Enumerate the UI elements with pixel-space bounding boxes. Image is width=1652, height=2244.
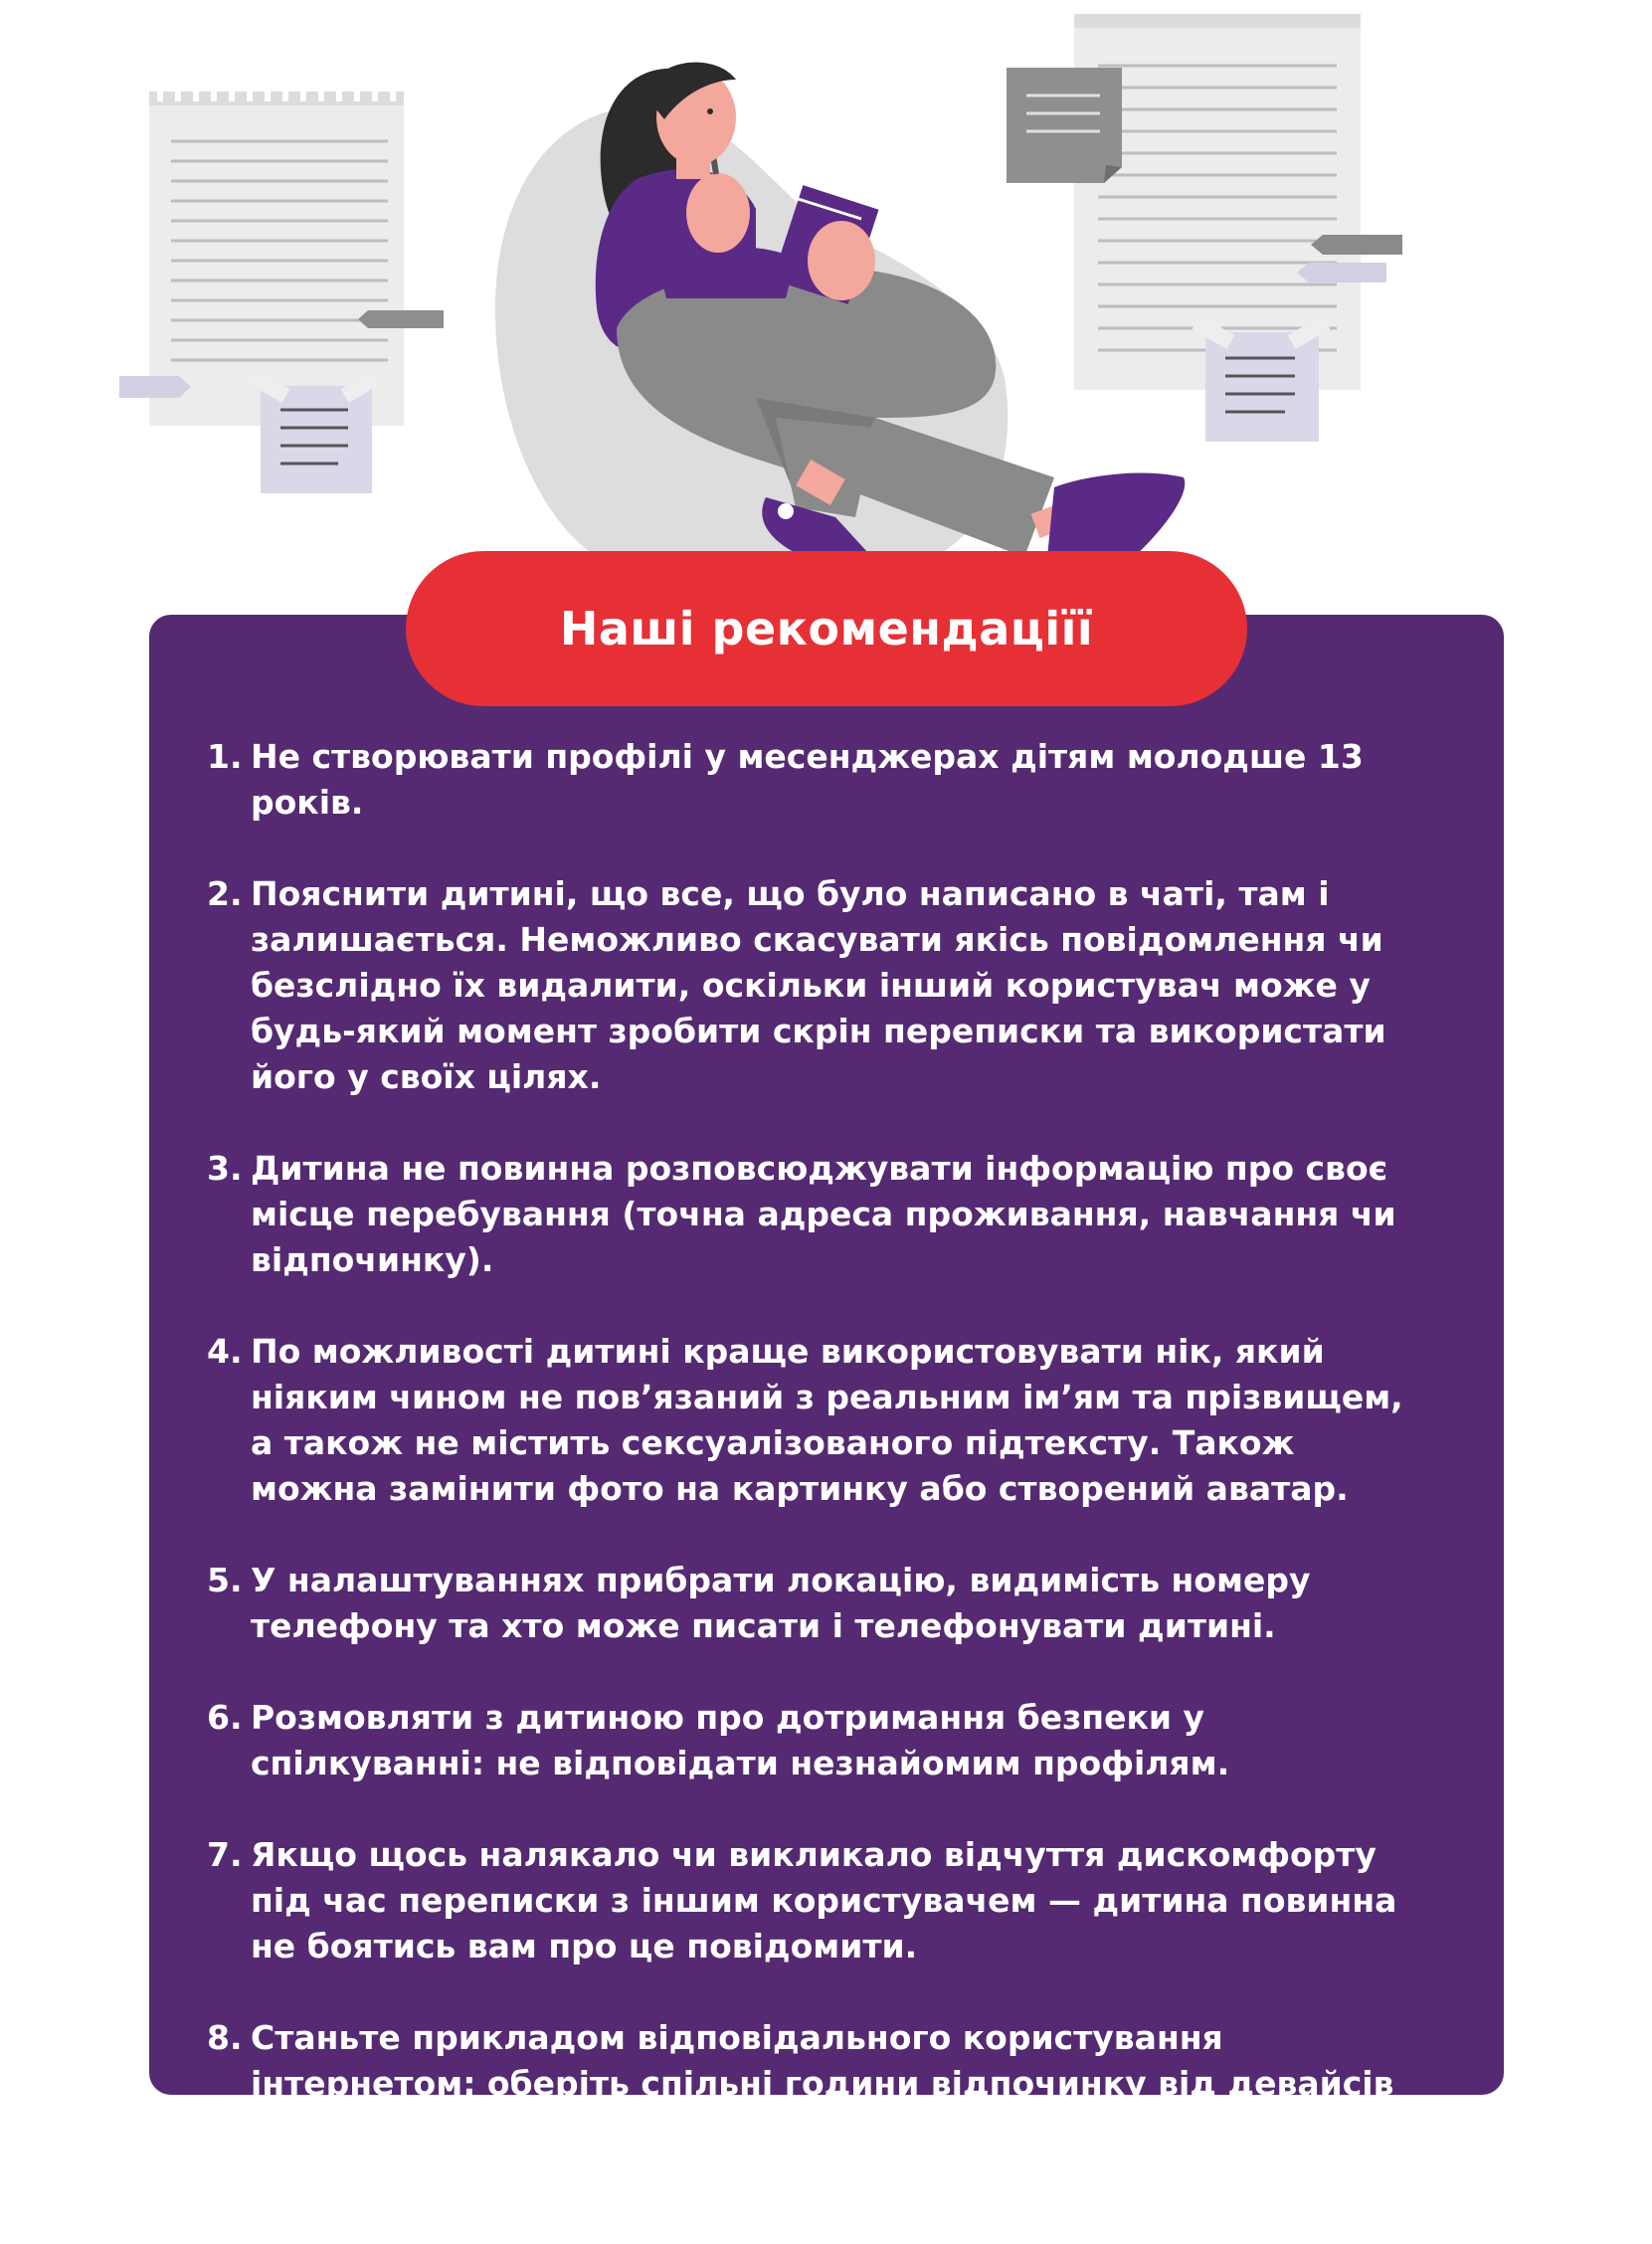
list-item-number: 6. (207, 1698, 243, 1737)
list-item-number: 5. (207, 1561, 243, 1599)
list-item-text: Дитина не повинна розповсюджувати інформацію про своє місце перебування (точна адреса проживання, навчання чи відпочинку). (251, 1149, 1396, 1279)
list-item-text: Якщо щось налякало чи викликало відчуття дискомфорту під час переписки з іншим користувачем — дитина повинна не боятись вам про це повідомити. (251, 1835, 1397, 1965)
list-item-number: 7. (207, 1835, 243, 1874)
list-item-text: Розмовляти з дитиною про дотримання безпеки у спілкуванні: не відповідати незнайомим профілям. (251, 1698, 1230, 1782)
list-item (199, 1558, 1422, 1649)
left-document-illustration (119, 92, 444, 493)
list-item (199, 1146, 1422, 1283)
list-item-text: Станьте прикладом відповідального користування інтернетом: оберіть спільні години відпочинку від девайсів та онлайн-середовища вдома, зробіть традицію приймання їжі без гаджетів. (251, 2018, 1398, 2194)
list-item-text: У налаштуваннях прибрати локацію, видимість номеру телефону та хто може писати і телефонувати дитині. (251, 1561, 1311, 1645)
list-item-number: 1. (207, 737, 243, 776)
list-item-text: По можливості дитині краще використовувати нік, який ніяким чином не пов’язаний з реальним ім’ям та прізвищем, а також не містить сексуалізованого підтексту. Також можна замінити фото на картинку або створений аватар. (251, 1332, 1403, 1508)
right-document-illustration (1007, 14, 1402, 442)
list-item-number: 3. (207, 1149, 243, 1188)
list-item (199, 1329, 1422, 1512)
list-item-text: Пояснити дитині, що все, що було написано в чаті, там і залишається. Неможливо скасувати якісь повідомлення чи безслідно їх видалити, оскільки інший користувач може у будь-який момент зробити скрін переписки та використати його у своїх цілях. (251, 874, 1386, 1096)
list-item (199, 2015, 1422, 2198)
list-item-number: 8. (207, 2018, 243, 2057)
list-item (199, 1695, 1422, 1786)
title-banner (406, 551, 1247, 706)
list-item (199, 871, 1422, 1100)
recommendations-list (199, 734, 1422, 2244)
list-item-number: 4. (207, 1332, 243, 1371)
list-item (199, 734, 1422, 826)
list-item-number: 2. (207, 874, 243, 913)
page-title: Наші рекомендаціїї (559, 602, 1094, 655)
list-item (199, 1832, 1422, 1969)
list-item-text: Не створювати профілі у месенджерах дітям молодше 13 років. (251, 737, 1364, 822)
